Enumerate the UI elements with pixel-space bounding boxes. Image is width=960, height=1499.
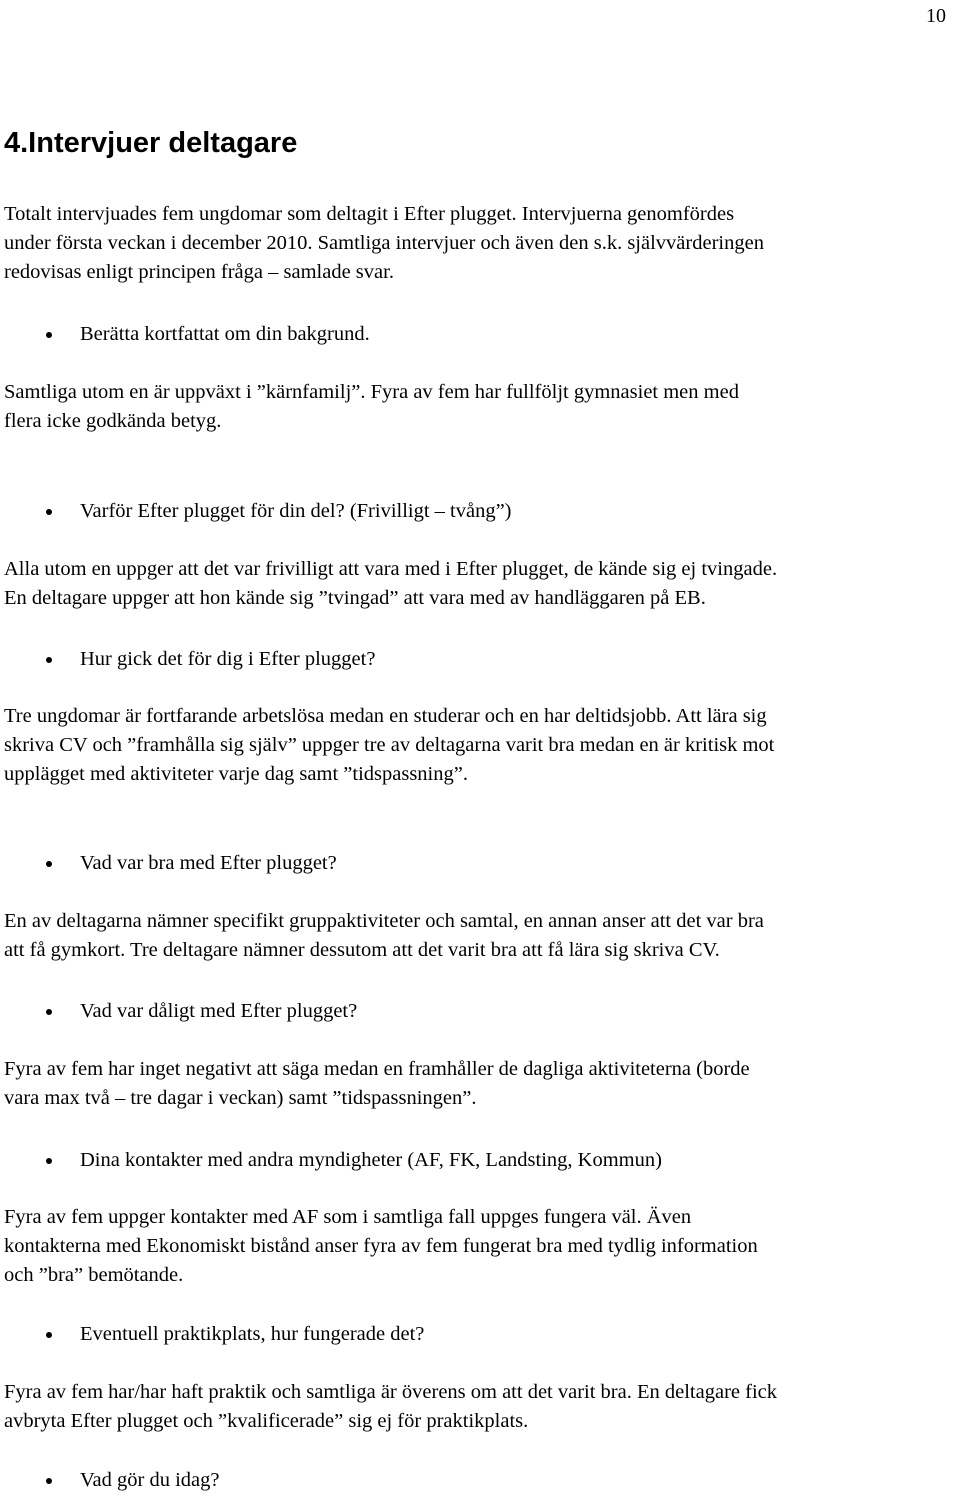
answer-line: Fyra av fem uppger kontakter med AF som i samtliga fall uppges fungera väl. Även <box>4 1206 692 1228</box>
answer-line: Samtliga utom en är uppväxt i ”kärnfamilj”. Fyra av fem har fullföljt gymnasiet men med <box>4 381 739 403</box>
bullet-icon <box>46 1009 52 1015</box>
question-text: Berätta kortfattat om din bakgrund. <box>80 323 370 345</box>
question-text: Eventuell praktikplats, hur fungerade det? <box>80 1323 425 1345</box>
answer-line: flera icke godkända betyg. <box>4 410 222 432</box>
question-text: Varför Efter plugget för din del? (Frivilligt – tvång”) <box>80 500 512 522</box>
question-text: Vad var bra med Efter plugget? <box>80 852 337 874</box>
bullet-icon <box>46 861 52 867</box>
page-number: 10 <box>926 5 946 27</box>
intro-line: Totalt intervjuades fem ungdomar som deltagit i Efter plugget. Intervjuerna genomfördes <box>4 203 735 225</box>
answer-paragraph <box>4 907 956 965</box>
answer-line: kontakterna med Ekonomiskt bistånd anser fyra av fem fungerat bra med tydlig information <box>4 1235 758 1257</box>
bullet-icon <box>46 332 52 338</box>
intro-line: under första veckan i december 2010. Samtliga intervjuer och även den s.k. självvärderingen <box>4 232 764 254</box>
answer-line: vara max två – tre dagar i veckan) samt ”tidspassningen”. <box>4 1087 477 1109</box>
answer-paragraph <box>4 702 956 789</box>
question-text: Vad gör du idag? <box>80 1469 220 1491</box>
bullet-icon <box>46 657 52 663</box>
answer-paragraph <box>4 378 956 436</box>
answer-line: Alla utom en uppger att det var frivilligt att vara med i Efter plugget, de kände sig ej tvingade. <box>4 558 778 580</box>
question-text: Hur gick det för dig i Efter plugget? <box>80 648 376 670</box>
answer-line: upplägget med aktiviteter varje dag samt ”tidspassning”. <box>4 763 468 785</box>
answer-paragraph <box>4 1055 956 1113</box>
answer-paragraph <box>4 1203 956 1290</box>
intro-line: redovisas enligt principen fråga – samlade svar. <box>4 261 394 283</box>
answer-line: En av deltagarna nämner specifikt gruppaktiviteter och samtal, en annan anser att det var bra <box>4 910 764 932</box>
answer-line: Fyra av fem har inget negativt att säga medan en framhåller de dagliga aktiviteterna (borde <box>4 1058 750 1080</box>
answer-line: skriva CV och ”framhålla sig själv” uppger tre av deltagarna varit bra medan en är kritisk mot <box>4 734 775 756</box>
bullet-icon <box>46 1478 52 1484</box>
question-text: Vad var dåligt med Efter plugget? <box>80 1000 358 1022</box>
bullet-icon <box>46 1332 52 1338</box>
answer-line: att få gymkort. Tre deltagare nämner dessutom att det varit bra att få lära sig skriva CV. <box>4 939 720 961</box>
answer-paragraph <box>4 555 956 613</box>
page-title: 4.Intervjuer deltagare <box>4 127 298 159</box>
answer-line: En deltagare uppger att hon kände sig ”tvingad” att vara med av handläggaren på EB. <box>4 587 706 609</box>
answer-paragraph <box>4 1378 956 1436</box>
question-text: Dina kontakter med andra myndigheter (AF, FK, Landsting, Kommun) <box>80 1149 662 1171</box>
answer-line: Tre ungdomar är fortfarande arbetslösa medan en studerar och en har deltidsjobb. Att lära sig <box>4 705 767 727</box>
answer-line: avbryta Efter plugget och ”kvalificerade” sig ej för praktikplats. <box>4 1410 529 1432</box>
bullet-icon <box>46 1158 52 1164</box>
answer-line: Fyra av fem har/har haft praktik och samtliga är överens om att det varit bra. En deltagare fick <box>4 1381 777 1403</box>
answer-line: och ”bra” bemötande. <box>4 1264 184 1286</box>
intro-paragraph <box>4 200 956 287</box>
bullet-icon <box>46 509 52 515</box>
